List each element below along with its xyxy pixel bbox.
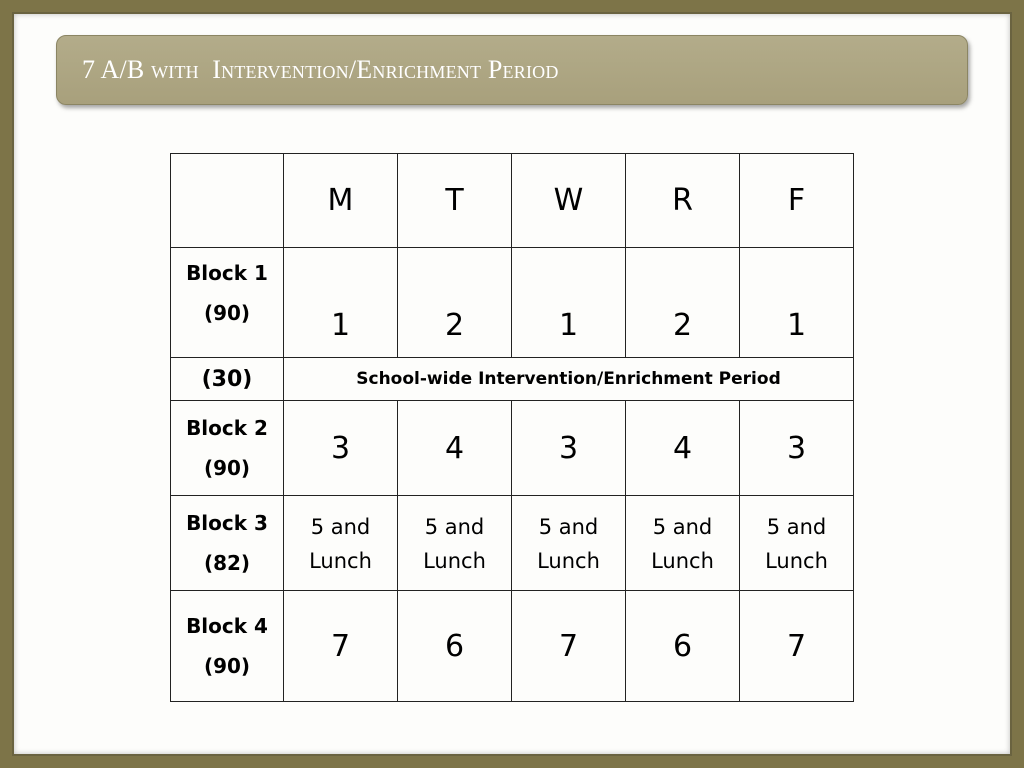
block-3-minutes: (82) bbox=[203, 551, 251, 575]
block-2-label-cell bbox=[171, 401, 284, 496]
block-4-label: Block 4 bbox=[186, 614, 268, 638]
block-1-label-cell bbox=[171, 248, 284, 358]
table-row-block-4 bbox=[171, 591, 854, 702]
period-number: 1 bbox=[330, 308, 351, 343]
day-header-r: R bbox=[626, 154, 740, 248]
block-1-label: Block 1 bbox=[186, 261, 268, 285]
block-2-cell-f: 3 bbox=[740, 401, 854, 496]
period-number: 2 bbox=[444, 308, 465, 343]
block-3-cell-r bbox=[626, 496, 740, 591]
intervention-minutes: (30) bbox=[171, 358, 284, 401]
block-1-cell-f bbox=[740, 248, 854, 358]
period-number: 2 bbox=[672, 308, 693, 343]
block-3-cell-f bbox=[740, 496, 854, 591]
empty-corner-cell bbox=[171, 154, 284, 248]
block-1-cell-t bbox=[398, 248, 512, 358]
slide-title: 7 A/B with Intervention/Enrichment Period bbox=[82, 55, 559, 84]
period-number: 1 bbox=[786, 308, 807, 343]
block-2-cell-r: 4 bbox=[626, 401, 740, 496]
block-4-cell-r: 6 bbox=[626, 591, 740, 702]
block-3-label: Block 3 bbox=[186, 511, 268, 535]
block-4-minutes: (90) bbox=[203, 654, 251, 678]
lunch-line-2: Lunch bbox=[765, 549, 828, 573]
block-4-cell-w: 7 bbox=[512, 591, 626, 702]
day-header-t: T bbox=[398, 154, 512, 248]
lunch-line-1: 5 and bbox=[424, 515, 485, 539]
intervention-period-label: School-wide Intervention/Enrichment Period bbox=[284, 358, 854, 401]
lunch-line-2: Lunch bbox=[651, 549, 714, 573]
lunch-line-2: Lunch bbox=[423, 549, 486, 573]
lunch-line-1: 5 and bbox=[652, 515, 713, 539]
lunch-line-1: 5 and bbox=[766, 515, 827, 539]
day-header-f: F bbox=[740, 154, 854, 248]
block-3-label-cell bbox=[171, 496, 284, 591]
day-header-m: M bbox=[284, 154, 398, 248]
block-1-cell-r bbox=[626, 248, 740, 358]
block-3-cell-t bbox=[398, 496, 512, 591]
table-row-block-3 bbox=[171, 496, 854, 591]
block-2-label: Block 2 bbox=[186, 416, 268, 440]
block-3-cell-w bbox=[512, 496, 626, 591]
block-1-cell-w bbox=[512, 248, 626, 358]
lunch-line-2: Lunch bbox=[309, 549, 372, 573]
table-header-row bbox=[171, 154, 854, 248]
lunch-line-1: 5 and bbox=[538, 515, 599, 539]
block-1-cell-m bbox=[284, 248, 398, 358]
block-4-cell-f: 7 bbox=[740, 591, 854, 702]
day-header-w: W bbox=[512, 154, 626, 248]
table-row-block-2 bbox=[171, 401, 854, 496]
slide-frame bbox=[14, 14, 1010, 754]
block-1-minutes: (90) bbox=[203, 301, 251, 325]
block-4-cell-m: 7 bbox=[284, 591, 398, 702]
block-3-cell-m bbox=[284, 496, 398, 591]
block-2-cell-t: 4 bbox=[398, 401, 512, 496]
block-4-label-cell bbox=[171, 591, 284, 702]
period-number: 1 bbox=[558, 308, 579, 343]
block-2-cell-w: 3 bbox=[512, 401, 626, 496]
title-bar bbox=[56, 35, 968, 105]
table-row-block-1 bbox=[171, 248, 854, 358]
block-4-cell-t: 6 bbox=[398, 591, 512, 702]
lunch-line-2: Lunch bbox=[537, 549, 600, 573]
block-2-minutes: (90) bbox=[203, 456, 251, 480]
table-row-intervention bbox=[171, 358, 854, 401]
schedule-table bbox=[170, 153, 854, 702]
lunch-line-1: 5 and bbox=[310, 515, 371, 539]
block-2-cell-m: 3 bbox=[284, 401, 398, 496]
